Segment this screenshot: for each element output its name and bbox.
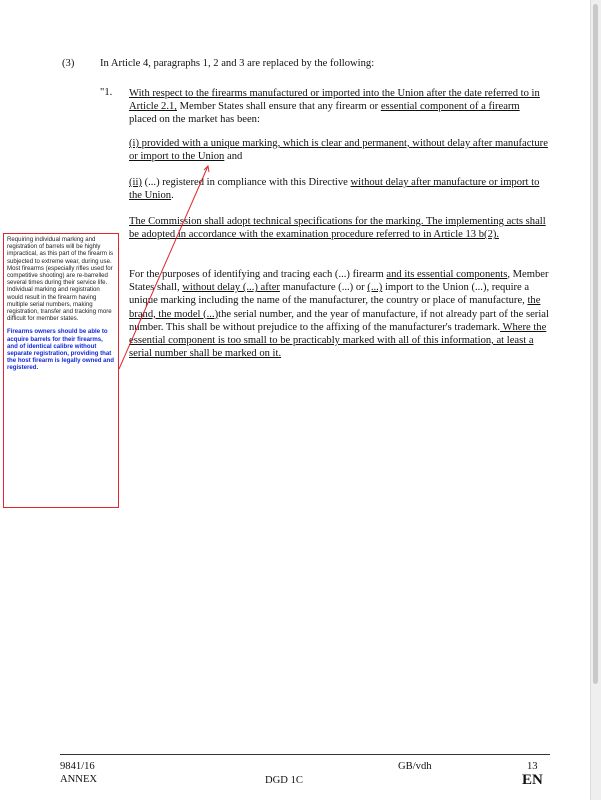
footer-initials: GB/vdh — [398, 761, 432, 772]
text-segment: (i) provided with a unique marking, which is clear and permanent, without delay after manufacture or import to the Union — [129, 138, 548, 163]
scrollbar-thumb[interactable] — [593, 4, 598, 684]
text-segment: the brand, the model (...) — [129, 295, 541, 320]
footer-annex: ANNEX — [60, 774, 98, 785]
comment-highlight: Firearms owners should be able to acquire barrels for their firearms, and of identical calibre without separate registration, providing that the host firearm is legally owned and registered. — [7, 328, 115, 372]
text-segment: and — [224, 151, 243, 163]
vertical-scrollbar[interactable] — [590, 0, 601, 800]
text-segment: and its essential components — [386, 269, 508, 280]
text-segment: With respect to the firearms manufactured or imported into the Union after the date referred to in Article 2.1, — [129, 88, 540, 113]
text-segment: Member States shall ensure that any firearm or — [176, 101, 381, 113]
footer-doc-number: 9841/16 — [60, 761, 95, 772]
paragraph-point-ii — [129, 176, 549, 202]
text-segment: import to the Union (...), require a unique marking including the name of the manufacturer, the country or place of manufacture, — [129, 282, 530, 307]
text-segment: For the purposes of identifying and tracing each (...) firearm — [129, 269, 387, 280]
text-segment: the serial number, and the year of manufacture, if not already part of the serial number. This shall be without prejudice to the affixing of the manufacturer's trademark. — [129, 308, 549, 333]
article-paragraph-number: "1. — [100, 87, 113, 98]
text-segment: The Commission shall adopt technical specifications for the marking. The implementing acts shall be adopted in accordance with the examination procedure referred to in Article 13 b(2). — [129, 216, 546, 241]
footer-page-number: 13 — [527, 761, 538, 772]
text-segment: placed on the market has been: — [129, 114, 260, 126]
comment-annotation[interactable] — [3, 233, 119, 508]
footer-language: EN — [522, 772, 543, 788]
footer-department: DGD 1C — [265, 775, 303, 786]
text-segment: , Member States shall, — [129, 269, 549, 294]
comment-text: Requiring individual marking and registration of barrels will be highly impractical, as this part of the firearm is subjected to extreme wear, during use. Most firearms (especially rifles used for competitive shooting) are re-barrelled several times during their service life. Individual marking and registration would result in the firearm having multiple serial numbers, making registration, transfer and tracking more difficult for member states. — [7, 236, 113, 323]
paragraph-1 — [129, 87, 549, 127]
text-segment: manufacture (...) or — [279, 282, 368, 294]
text-segment: Where the essential component is too small to be practicably marked with all of this information, at least a serial number shall be marked on it. — [129, 321, 547, 360]
paragraph-tracing — [129, 268, 549, 360]
text-segment: (ii) — [129, 177, 142, 188]
text-segment: . — [171, 190, 174, 202]
text-segment: without delay after manufacture or import to the Union — [129, 177, 540, 202]
text-segment: without delay (...) after — [182, 282, 280, 294]
footer-rule — [60, 754, 550, 755]
text-segment: (...) registered in compliance with this Directive — [141, 177, 351, 188]
paragraph-point-i — [129, 137, 549, 163]
amendment-number: (3) — [62, 58, 75, 69]
text-segment: essential component of a firearm — [380, 101, 520, 113]
text-segment: (...) — [367, 282, 383, 294]
paragraph-commission — [129, 215, 549, 241]
amendment-intro: In Article 4, paragraphs 1, 2 and 3 are replaced by the following: — [100, 58, 375, 69]
